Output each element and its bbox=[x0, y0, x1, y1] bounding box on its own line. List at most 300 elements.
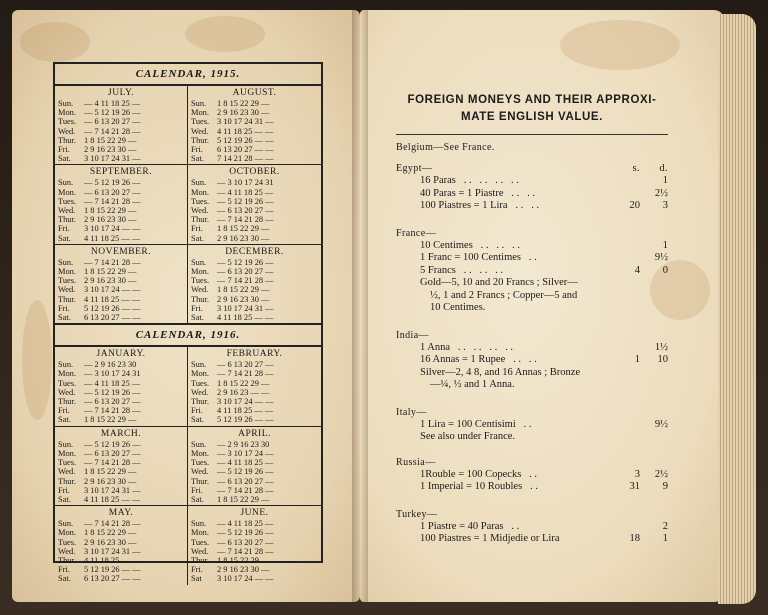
day-numbers: 2 9 16 23 30 — bbox=[84, 145, 137, 155]
page-edges bbox=[718, 14, 756, 604]
day-label: Mon. bbox=[58, 369, 76, 379]
entry-pence: 2½ bbox=[654, 187, 668, 199]
week-day-line bbox=[191, 276, 318, 285]
week-day-line bbox=[191, 304, 318, 313]
week-day-line bbox=[58, 197, 184, 206]
day-numbers: — 5 12 19 26 — bbox=[84, 439, 141, 449]
week-day-line bbox=[191, 188, 318, 197]
month-name: JULY. bbox=[108, 88, 134, 98]
week-day-line bbox=[58, 224, 184, 233]
week-day-line bbox=[58, 206, 184, 215]
day-numbers: 4 11 18 25 — — bbox=[84, 555, 141, 565]
week-day-line bbox=[58, 397, 184, 406]
day-label: Sun. bbox=[191, 439, 207, 449]
calendar-row bbox=[55, 506, 321, 584]
day-label: Tues. bbox=[58, 117, 77, 127]
day-numbers: 2 9 16 23 30 — bbox=[217, 294, 270, 304]
day-numbers: — 3 10 17 24 31 bbox=[217, 178, 274, 188]
month-name: AUGUST. bbox=[232, 88, 277, 98]
day-label: Wed. bbox=[191, 126, 209, 136]
day-label: Mon. bbox=[58, 448, 76, 458]
day-numbers: — 6 13 20 27 — bbox=[217, 537, 274, 547]
calendar-year-title: CALENDAR, 1916. bbox=[55, 323, 321, 347]
week-day-line bbox=[58, 547, 184, 556]
day-label: Sun. bbox=[191, 178, 207, 188]
week-day-line bbox=[58, 379, 184, 388]
title-line: FOREIGN MONEYS AND THEIR APPROXI- bbox=[407, 94, 657, 106]
day-label: Tues. bbox=[191, 537, 210, 547]
week-day-line bbox=[58, 556, 184, 565]
calendar-row bbox=[55, 427, 321, 506]
day-numbers: — 6 13 20 27 — bbox=[217, 476, 274, 486]
money-entry bbox=[396, 175, 668, 188]
calendar-month bbox=[55, 506, 188, 584]
week-day-line bbox=[58, 215, 184, 224]
day-label: Thur. bbox=[191, 215, 209, 225]
day-numbers: 2 9 16 23 30 — bbox=[217, 108, 270, 118]
week-day-line bbox=[191, 197, 318, 206]
month-name: FEBRUARY. bbox=[226, 349, 283, 360]
day-label: Tues. bbox=[58, 378, 77, 388]
money-entry bbox=[396, 265, 668, 278]
entry-shillings bbox=[614, 175, 640, 188]
week-day-line bbox=[191, 215, 318, 224]
day-numbers: 3 10 17 24 — — bbox=[84, 285, 141, 295]
day-label: Wed. bbox=[191, 387, 209, 397]
day-numbers: — 4 11 18 25 — bbox=[217, 458, 274, 468]
day-label: Sat. bbox=[191, 313, 204, 323]
calendar-year-title: CALENDAR, 1915. bbox=[55, 64, 321, 86]
entry-pence: 3 bbox=[662, 200, 668, 211]
day-numbers: 2 9 16 23 30 — bbox=[84, 215, 137, 225]
day-label: Sat. bbox=[58, 154, 71, 164]
day-label: Fri. bbox=[58, 224, 70, 234]
entry-text: 100 Piastres = 1 Lira . . . . bbox=[420, 200, 540, 211]
day-numbers: — 4 11 18 25 — bbox=[217, 187, 274, 197]
calendar-row bbox=[55, 245, 321, 323]
week-day-line bbox=[191, 477, 318, 486]
day-numbers: 3 10 17 24 31 — bbox=[217, 117, 274, 127]
day-label: Sat. bbox=[58, 574, 71, 584]
day-label: Mon. bbox=[191, 187, 209, 197]
section-italy bbox=[396, 406, 668, 444]
day-numbers: — 6 13 20 27 — bbox=[84, 117, 141, 127]
day-numbers: — 7 14 21 28 — bbox=[217, 485, 274, 495]
week-day-line bbox=[58, 304, 184, 313]
day-label: Mon. bbox=[191, 369, 209, 379]
money-entry bbox=[396, 419, 668, 432]
entry-text: 100 Piastres = 1 Midjedie or Lira bbox=[420, 533, 560, 544]
day-numbers: — 5 12 19 26 — bbox=[217, 196, 274, 206]
entry-pence: 2½ bbox=[654, 468, 668, 480]
day-label: Sat. bbox=[58, 233, 71, 243]
section-heading: France— bbox=[396, 227, 437, 239]
week-day-line bbox=[191, 556, 318, 565]
section-heading bbox=[396, 162, 668, 175]
day-numbers: — 7 14 21 28 — bbox=[84, 196, 141, 206]
day-numbers: 2 9 16 23 30 — bbox=[84, 476, 137, 486]
foreign-moneys-page bbox=[396, 92, 668, 546]
calendar-month bbox=[55, 86, 188, 164]
day-numbers: 4 11 18 25 — — bbox=[217, 313, 274, 323]
entry-pence: 1 bbox=[662, 533, 668, 544]
day-label: Fri. bbox=[191, 303, 203, 313]
entry-shillings: 18 bbox=[629, 533, 640, 544]
day-numbers: 1 8 15 22 29 — bbox=[217, 224, 270, 234]
entry-pence: 2 bbox=[662, 520, 668, 532]
day-numbers: 3 10 17 24 — — bbox=[217, 397, 274, 407]
day-numbers: 1 8 15 22 29 — bbox=[84, 467, 137, 477]
day-numbers: 3 10 17 24 31 — bbox=[217, 303, 274, 313]
day-numbers: — 3 10 17 24 — bbox=[217, 448, 274, 458]
entries bbox=[396, 419, 668, 432]
week-day-line bbox=[58, 136, 184, 145]
day-numbers: — 6 13 20 27 — bbox=[84, 397, 141, 407]
week-day-line bbox=[58, 449, 184, 458]
day-label: Sat. bbox=[58, 494, 71, 504]
day-numbers: — 7 14 21 28 — bbox=[217, 546, 274, 556]
entry-text: 5 Francs . . . . . . bbox=[420, 264, 504, 276]
week-day-line bbox=[191, 458, 318, 467]
day-numbers: 3 10 17 24 31 — bbox=[84, 485, 141, 495]
day-numbers: 4 11 18 25 — — bbox=[217, 406, 274, 416]
day-numbers: 6 13 20 27 — — bbox=[84, 313, 141, 323]
day-numbers: — 4 11 18 25 — bbox=[84, 378, 141, 388]
col-pence: d. bbox=[659, 163, 668, 174]
day-label: Sun. bbox=[58, 360, 74, 370]
week-day-line bbox=[58, 369, 184, 378]
month-name: OCTOBER. bbox=[229, 167, 280, 178]
week-day-line bbox=[191, 145, 318, 154]
day-label: Fri. bbox=[58, 406, 70, 416]
section-turkey bbox=[396, 508, 668, 546]
day-numbers: 7 14 21 28 — — bbox=[217, 154, 274, 164]
money-entry bbox=[396, 469, 668, 482]
day-label: Mon. bbox=[191, 528, 209, 538]
entry-shillings: 1 bbox=[634, 354, 640, 365]
week-day-line bbox=[58, 406, 184, 415]
week-day-line bbox=[191, 574, 318, 583]
day-label: Tues. bbox=[58, 276, 77, 286]
day-numbers: — 7 14 21 28 — bbox=[84, 126, 141, 136]
day-numbers: — 6 13 20 27 — bbox=[217, 267, 274, 277]
week-day-line bbox=[191, 224, 318, 233]
money-entry bbox=[396, 188, 668, 201]
section-france bbox=[396, 227, 668, 315]
day-numbers: 1 8 15 22 29 — bbox=[217, 494, 270, 504]
entry-text: 10 Centimes . . . . . . bbox=[420, 239, 521, 251]
day-label: Wed. bbox=[58, 285, 76, 295]
calendar-month bbox=[55, 427, 188, 505]
week-day-line bbox=[191, 154, 318, 163]
day-numbers: — 5 12 19 26 — bbox=[84, 178, 141, 188]
day-label: Fri. bbox=[191, 145, 203, 155]
week-day-line bbox=[191, 538, 318, 547]
money-entry bbox=[396, 533, 668, 546]
calendar-month bbox=[55, 165, 188, 243]
week-day-line bbox=[191, 285, 318, 294]
day-label: Thur. bbox=[58, 294, 76, 304]
day-label: Fri. bbox=[58, 485, 70, 495]
day-label: Sat. bbox=[191, 415, 204, 425]
day-label: Mon. bbox=[191, 108, 209, 118]
week-day-line bbox=[58, 188, 184, 197]
week-day-line bbox=[58, 565, 184, 574]
week-day-line bbox=[58, 258, 184, 267]
day-label: Mon. bbox=[191, 448, 209, 458]
week-day-line bbox=[191, 360, 318, 369]
month-name: SEPTEMBER. bbox=[89, 167, 153, 178]
day-numbers: 5 12 19 26 — — bbox=[84, 565, 141, 575]
day-numbers: 1 8 15 22 29 — bbox=[84, 206, 137, 216]
day-label: Wed. bbox=[191, 546, 209, 556]
day-label: Fri. bbox=[191, 406, 203, 416]
day-numbers: 4 11 18 25 — — bbox=[84, 294, 141, 304]
note-line: —¼, ½ and 1 Anna. bbox=[430, 379, 515, 390]
entries bbox=[396, 521, 668, 546]
entry-pence: 1 bbox=[662, 175, 668, 186]
day-label: Sun. bbox=[58, 439, 74, 449]
entries bbox=[396, 342, 668, 367]
week-day-line bbox=[191, 547, 318, 556]
entries bbox=[396, 240, 668, 278]
note-line: See also under France. bbox=[420, 431, 516, 442]
book-spine bbox=[352, 10, 368, 602]
day-numbers: 5 12 19 26 — — bbox=[84, 303, 141, 313]
day-label: Thur. bbox=[58, 135, 76, 145]
entry-text: 1 Franc = 100 Centimes . . bbox=[420, 252, 537, 263]
day-label: Sat. bbox=[191, 494, 204, 504]
entry-text: 1 Lira = 100 Centisimi . . bbox=[420, 418, 532, 430]
day-label: Sat. bbox=[191, 154, 204, 164]
week-day-line bbox=[191, 495, 318, 504]
entry-pence: 1½ bbox=[654, 341, 668, 353]
day-label: Fri. bbox=[191, 485, 203, 495]
week-day-line bbox=[58, 145, 184, 154]
entry-shillings bbox=[614, 240, 640, 253]
day-label: Wed. bbox=[58, 546, 76, 556]
day-numbers: 2 9 16 23 30 — bbox=[217, 233, 270, 243]
day-label: Wed. bbox=[58, 467, 76, 477]
week-day-line bbox=[58, 495, 184, 504]
day-label: Mon. bbox=[58, 108, 76, 118]
day-label: Mon. bbox=[191, 267, 209, 277]
week-day-line bbox=[58, 295, 184, 304]
heading-text: Egypt— bbox=[396, 163, 433, 174]
month-name: NOVEMBER. bbox=[90, 246, 152, 257]
entry-pence: 0 bbox=[662, 264, 668, 276]
day-numbers: 2 9 16 23 30 — bbox=[217, 565, 270, 575]
day-label: Wed. bbox=[191, 206, 209, 216]
week-day-line bbox=[58, 285, 184, 294]
week-day-line bbox=[191, 127, 318, 136]
entry-shillings: 31 bbox=[629, 481, 640, 492]
week-day-line bbox=[58, 178, 184, 187]
day-numbers: — 5 12 19 26 — bbox=[84, 108, 141, 118]
day-numbers: — 5 12 19 26 — bbox=[217, 467, 274, 477]
day-numbers: — 6 13 20 27 — bbox=[84, 448, 141, 458]
day-numbers: — 7 14 21 28 — bbox=[217, 369, 274, 379]
day-label: Tues. bbox=[58, 537, 77, 547]
section-heading: Turkey— bbox=[396, 508, 438, 520]
age-stain bbox=[20, 22, 90, 62]
note-line: 10 Centimes. bbox=[430, 302, 486, 313]
section-heading: India— bbox=[396, 329, 429, 341]
calendar-month bbox=[188, 427, 321, 505]
day-numbers: 6 13 20 27 — — bbox=[84, 574, 141, 584]
day-numbers: — 7 14 21 28 — bbox=[217, 276, 274, 286]
day-numbers: — 5 12 19 26 — bbox=[217, 528, 274, 538]
day-numbers: 2 9 16 23 30 — bbox=[84, 276, 137, 286]
week-day-line bbox=[191, 528, 318, 537]
calendar-table bbox=[53, 62, 323, 584]
week-day-line bbox=[191, 99, 318, 108]
day-label: Sat. bbox=[58, 313, 71, 323]
entry-pence: 9 bbox=[662, 481, 668, 492]
calendar-month bbox=[188, 506, 321, 584]
day-numbers: 4 11 18 25 — — bbox=[84, 233, 141, 243]
month-name: DECEMBER. bbox=[225, 246, 284, 257]
day-label: Tues. bbox=[191, 196, 210, 206]
month-name: MARCH. bbox=[100, 428, 142, 439]
day-numbers: 1 8 15 22 29 — bbox=[84, 528, 137, 538]
month-name: JUNE. bbox=[240, 508, 269, 519]
week-day-line bbox=[191, 519, 318, 528]
week-day-line bbox=[58, 458, 184, 467]
entry-text: 1 Piastre = 40 Paras . . bbox=[420, 520, 520, 532]
week-day-line bbox=[191, 313, 318, 322]
day-label: Thur. bbox=[58, 476, 76, 486]
week-day-line bbox=[58, 154, 184, 163]
money-entry bbox=[396, 521, 668, 534]
age-stain bbox=[185, 16, 265, 52]
entry-text: 1Rouble = 100 Copecks . . bbox=[420, 468, 538, 480]
week-day-line bbox=[191, 108, 318, 117]
week-day-line bbox=[58, 519, 184, 528]
calendar-row bbox=[55, 165, 321, 244]
week-day-line bbox=[58, 467, 184, 476]
entry-shillings bbox=[614, 419, 640, 432]
week-day-line bbox=[191, 258, 318, 267]
day-label: Mon. bbox=[58, 267, 76, 277]
week-day-line bbox=[191, 486, 318, 495]
week-day-line bbox=[58, 477, 184, 486]
calendar-1915 bbox=[55, 86, 321, 323]
entry-shillings: 3 bbox=[634, 468, 640, 480]
entries bbox=[396, 469, 668, 494]
week-day-line bbox=[191, 117, 318, 126]
week-day-line bbox=[58, 276, 184, 285]
entry-text: 40 Paras = 1 Piastre . . . . bbox=[420, 187, 535, 199]
money-entry bbox=[396, 240, 668, 253]
week-day-line bbox=[58, 486, 184, 495]
week-day-line bbox=[191, 369, 318, 378]
week-day-line bbox=[191, 206, 318, 215]
entry-pence: 9½ bbox=[654, 418, 668, 430]
money-entry bbox=[396, 342, 668, 355]
calendar-month bbox=[55, 347, 188, 425]
week-day-line bbox=[58, 108, 184, 117]
day-label: Wed. bbox=[58, 206, 76, 216]
note-line: ½, 1 and 2 Francs ; Copper—5 and bbox=[430, 289, 578, 301]
age-stain bbox=[560, 20, 680, 70]
calendar-month bbox=[188, 165, 321, 243]
page-title bbox=[396, 92, 668, 126]
week-day-line bbox=[58, 360, 184, 369]
entry-shillings: 20 bbox=[629, 200, 640, 211]
entry-shillings bbox=[614, 521, 640, 534]
section-egypt bbox=[396, 162, 668, 213]
day-label: Sun. bbox=[191, 99, 207, 108]
day-label: Sun. bbox=[58, 178, 74, 188]
week-day-line bbox=[191, 565, 318, 574]
week-day-line bbox=[58, 313, 184, 322]
entry-text: 16 Paras . . . . . . . . bbox=[420, 175, 519, 186]
day-numbers: — 7 14 21 28 — bbox=[84, 406, 141, 416]
month-name: APRIL. bbox=[238, 428, 271, 439]
day-numbers: 5 12 19 26 — — bbox=[217, 415, 274, 425]
day-label: Fri. bbox=[191, 565, 203, 575]
entry-pence: 1 bbox=[662, 239, 668, 251]
section-russia bbox=[396, 456, 668, 494]
week-day-line bbox=[58, 528, 184, 537]
week-day-line bbox=[191, 406, 318, 415]
day-numbers: 4 11 18 25 — — bbox=[84, 494, 141, 504]
day-numbers: 3 10 17 24 31 — bbox=[84, 546, 141, 556]
entry-text: 16 Annas = 1 Rupee . . . . bbox=[420, 354, 537, 365]
week-day-line bbox=[191, 440, 318, 449]
day-label: Sun. bbox=[58, 99, 74, 108]
day-numbers: — 4 11 18 25 — bbox=[217, 519, 274, 529]
entry-pence: 9½ bbox=[654, 252, 668, 263]
section-belgium: Belgium—See France. bbox=[396, 142, 495, 153]
calendar-month bbox=[55, 245, 188, 323]
day-label: Wed. bbox=[58, 387, 76, 397]
day-label: Thur. bbox=[191, 476, 209, 486]
week-day-line bbox=[58, 117, 184, 126]
day-label: Thur. bbox=[191, 135, 209, 145]
week-day-line bbox=[191, 136, 318, 145]
section-heading: Italy— bbox=[396, 406, 427, 418]
day-label: Thur. bbox=[58, 215, 76, 225]
entry-shillings bbox=[614, 188, 640, 201]
week-day-line bbox=[58, 415, 184, 424]
day-label: Thur. bbox=[58, 397, 76, 407]
week-day-line bbox=[58, 267, 184, 276]
title-line: MATE ENGLISH VALUE. bbox=[461, 111, 603, 123]
entry-shillings bbox=[614, 342, 640, 355]
day-label: Fri. bbox=[191, 224, 203, 234]
day-label: Sun. bbox=[191, 360, 207, 370]
week-day-line bbox=[58, 574, 184, 583]
day-numbers: 1 8 15 22 29 — bbox=[84, 135, 137, 145]
day-numbers: — 5 12 19 26 — bbox=[84, 387, 141, 397]
entry-text: 1 Anna . . . . . . . . bbox=[420, 341, 514, 353]
day-label: Sat. bbox=[58, 415, 71, 425]
day-label: Sun. bbox=[191, 257, 207, 267]
day-numbers: — 4 11 18 25 — bbox=[84, 99, 141, 108]
entry-pence: 10 bbox=[657, 354, 668, 365]
day-numbers: 4 11 18 25 — — bbox=[217, 126, 274, 136]
day-label: Thur. bbox=[191, 294, 209, 304]
day-numbers: 3 10 17 24 31 — bbox=[84, 154, 141, 164]
col-shillings: s. bbox=[632, 163, 640, 174]
day-numbers: 2 9 16 23 — — bbox=[217, 387, 270, 397]
calendar-1916 bbox=[55, 347, 321, 584]
day-label: Thur. bbox=[191, 397, 209, 407]
day-label: Thur bbox=[191, 555, 208, 565]
day-numbers: 3 10 17 24 — — bbox=[84, 224, 141, 234]
